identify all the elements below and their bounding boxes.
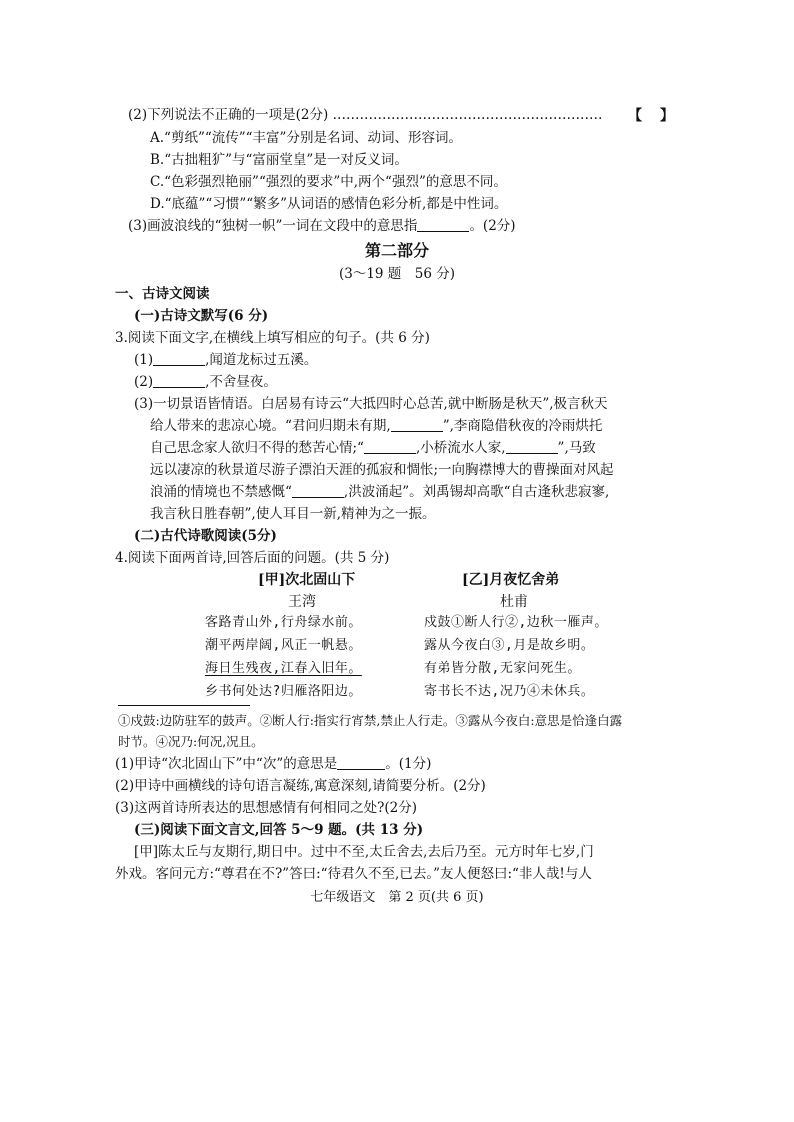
poem-a-line: 客路青山外,行舟绿水前。 — [205, 615, 362, 630]
q3-text: 给人带来的悲凉心境。“君问归期未有期, — [150, 418, 391, 434]
q3-item-3-line2 — [150, 417, 602, 435]
section-one-sub: (一)古诗文默写(6 分) — [134, 308, 269, 324]
answer-blank[interactable] — [391, 418, 443, 432]
classical-text-line2: 外戏。客问元方:“尊君在不?”答曰:“待君久不至,已去。”友人便怒曰:“非人哉!与人 — [115, 866, 592, 882]
q3-text: ,洪波涌起”。刘禹锡却高歌“自古逢秋悲寂寥, — [343, 484, 610, 500]
q3-text: ”,马致 — [557, 440, 596, 456]
q3-item-2-pre: (2) — [134, 374, 154, 390]
poem-a-line: 乡书何处达?归雁洛阳边。 — [205, 684, 362, 699]
q2-option-b: B.“古拙粗犷”与“富丽堂皇”是一对反义词。 — [150, 152, 408, 168]
poem-a-author: 王湾 — [288, 594, 316, 610]
q2-option-d: D.“底蕴”“习惯”“繁多”从词语的感情色彩分析,都是中性词。 — [150, 196, 508, 212]
poem-b-line: 露从今夜白③,月是故乡明。 — [424, 638, 595, 653]
q3-item-1-post: ,闻道龙标过五溪。 — [205, 352, 318, 368]
part-two-range: (3～19 题 56 分) — [338, 266, 456, 282]
q4-sub1-pre: (1)甲诗“次北固山下”中“次”的意思是 — [115, 756, 338, 772]
q3-part1 — [128, 217, 516, 235]
q4-sub3: (3)这两首诗所表达的思想感情有何相同之处?(2分) — [115, 800, 417, 816]
q3-item-3-line1: (3)一切景语皆情语。白居易有诗云“大抵四时心总苦,就中断肠是秋天”,极言秋天 — [134, 396, 608, 412]
answer-blank[interactable] — [417, 218, 469, 232]
part-two-title: 第二部分 — [364, 241, 429, 260]
answer-blank[interactable] — [292, 484, 344, 498]
q3-stem: 3.阅读下面文字,在横线上填写相应的句子。(共 6 分) — [115, 330, 430, 346]
answer-blank[interactable] — [153, 352, 205, 366]
poem-b-line: 有弟皆分散,无家问死生。 — [424, 661, 581, 676]
q4-sub2: (2)甲诗中画横线的诗句语言凝练,寓意深刻,请简要分析。(2分) — [115, 778, 486, 794]
q3-item-2 — [134, 373, 277, 391]
q2-option-a: A.“剪纸”“流传”“丰富”分别是名词、动词、形容词。 — [150, 130, 462, 146]
answer-blank[interactable] — [364, 440, 416, 454]
answer-blank[interactable] — [337, 756, 385, 770]
poem-a-title: [甲]次北固山下 — [258, 572, 356, 588]
poem-b-line: 戍鼓①断人行②,边秋一雁声。 — [424, 615, 608, 630]
q3-text: ”,李商隐借秋夜的冷雨烘托 — [442, 418, 603, 434]
q3-item-2-post: ,不舍昼夜。 — [205, 374, 277, 390]
answer-bracket-close: 】 — [660, 108, 674, 124]
q3-item-3-line6: 我言秋日胜春朝”,使人耳目一新,精神为之一振。 — [150, 506, 436, 522]
page-footer: 七年级语文 第 2 页(共 6 页) — [310, 890, 484, 905]
q3-text: 自己思念家人欲归不得的愁苦心情;“ — [150, 440, 364, 456]
q3-item-3-line4: 远以凄凉的秋景道尽游子漂泊天涯的孤寂和惆怅;一向胸襟博大的曹操面对风起 — [150, 462, 614, 478]
q3-item-1 — [134, 351, 317, 369]
q3-item-3-line3 — [150, 439, 596, 457]
q3-text: ,小桥流水人家, — [415, 440, 506, 456]
q2-stem: (2)下列说法不正确的一项是(2分) …………………………………………………… — [128, 107, 603, 123]
section-three-title: (三)阅读下面文言文,回答 5～9 题。(共 13 分) — [134, 822, 424, 838]
q3-text: 浪涌的情境也不禁感慨“ — [150, 484, 292, 500]
poem-a-underlined-line: 海日生残夜,江春入旧年。 — [205, 661, 362, 676]
q3-item-3-line5 — [150, 483, 609, 501]
poem-b-title: [乙]月夜忆舍弟 — [462, 572, 560, 588]
answer-blank[interactable] — [153, 374, 205, 388]
classical-text-line1: [甲]陈太丘与友期行,期日中。过中不至,太丘舍去,去后乃至。元方时年七岁,门 — [134, 844, 594, 860]
q2-option-c: C.“色彩强烈艳丽”“强烈的要求”中,两个“强烈”的意思不同。 — [150, 174, 507, 190]
q4-stem: 4.阅读下面两首诗,回答后面的问题。(共 5 分) — [115, 550, 390, 566]
q4-sub1-post: 。(1分) — [385, 756, 432, 772]
footnote-line2: 时节。④况乃:何况,况且。 — [118, 734, 264, 749]
q3-part1-pre: (3)画波浪线的“独树一帜”一词在文段中的意思指 — [128, 218, 418, 234]
poem-a-line: 潮平两岸阔,风正一帆悬。 — [205, 638, 362, 653]
section-two-title: (二)古代诗歌阅读(5分) — [134, 528, 277, 544]
section-one-title: 一、古诗文阅读 — [115, 286, 210, 302]
q3-item-1-pre: (1) — [134, 352, 154, 368]
answer-bracket-open: 【 — [628, 108, 642, 124]
poem-b-line: 寄书长不达,况乃④未休兵。 — [424, 684, 595, 699]
q4-sub1 — [115, 755, 431, 773]
footnote-divider — [118, 705, 250, 706]
footnote-line1: ①戍鼓:边防驻军的鼓声。②断人行:指实行宵禁,禁止人行走。③露从今夜白:意思是恰逢白露 — [118, 713, 623, 728]
q3-part1-post: 。(2分) — [469, 218, 516, 234]
poem-b-author: 杜甫 — [500, 594, 528, 610]
answer-blank[interactable] — [506, 440, 558, 454]
